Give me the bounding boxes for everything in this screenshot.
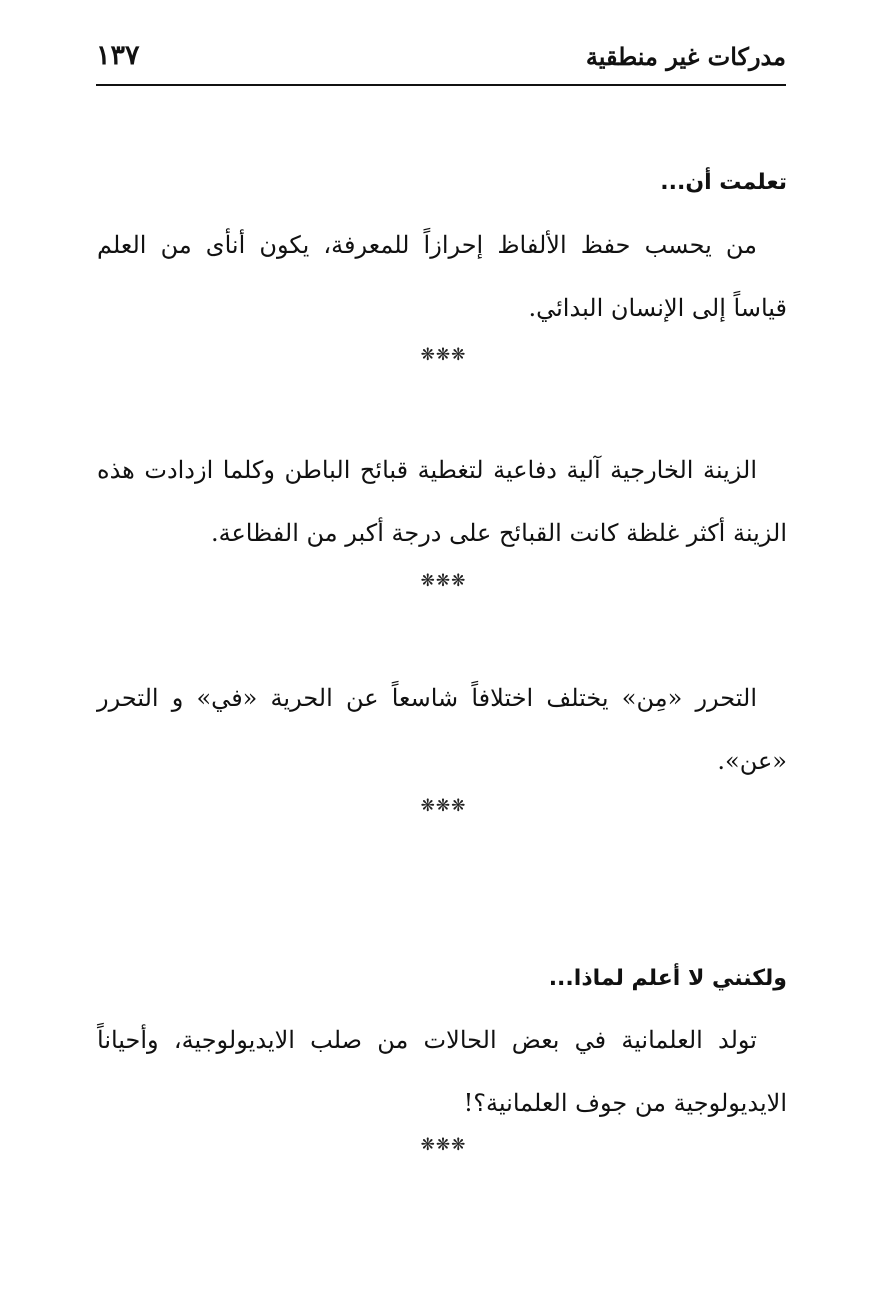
ornament-separator: ❋❋❋ (420, 571, 467, 591)
section-1-paragraph (97, 214, 787, 340)
section-1-heading-block (97, 170, 787, 195)
section-heading: ولكنني لا أعلم لماذا... (548, 966, 787, 991)
ornament-separator: ❋❋❋ (420, 796, 467, 816)
page-header (96, 36, 786, 86)
section-3-paragraph (97, 667, 787, 793)
running-title: مدركات غير منطقية (585, 42, 786, 71)
ornament-separator: ❋❋❋ (420, 1135, 467, 1155)
paragraph-text: تولد العلمانية في بعض الحالات من صلب الايديولوجية، وأحياناً الايديولوجية من جوف العلمانية؟! (97, 1026, 787, 1117)
section-heading: تعلمت أن... (660, 170, 787, 195)
paragraph-text: الزينة الخارجية آلية دفاعية لتغطية قبائح الباطن وكلما ازدادت هذه الزينة أكثر غلظة كانت القبائح على درجة أكبر من الفظاعة. (97, 456, 787, 547)
section-4-paragraph (97, 1009, 787, 1135)
ornament-separator: ❋❋❋ (420, 345, 467, 365)
page-number: ١٣٧ (96, 40, 140, 71)
section-4-heading-block (97, 966, 787, 991)
section-2-paragraph (97, 439, 787, 565)
paragraph-text: من يحسب حفظ الألفاظ إحرازاً للمعرفة، يكون أنأى من العلم قياساً إلى الإنسان البدائي. (97, 231, 787, 322)
paragraph-text: التحرر «مِن» يختلف اختلافاً شاسعاً عن الحرية «في» و التحرر «عن». (97, 684, 787, 775)
